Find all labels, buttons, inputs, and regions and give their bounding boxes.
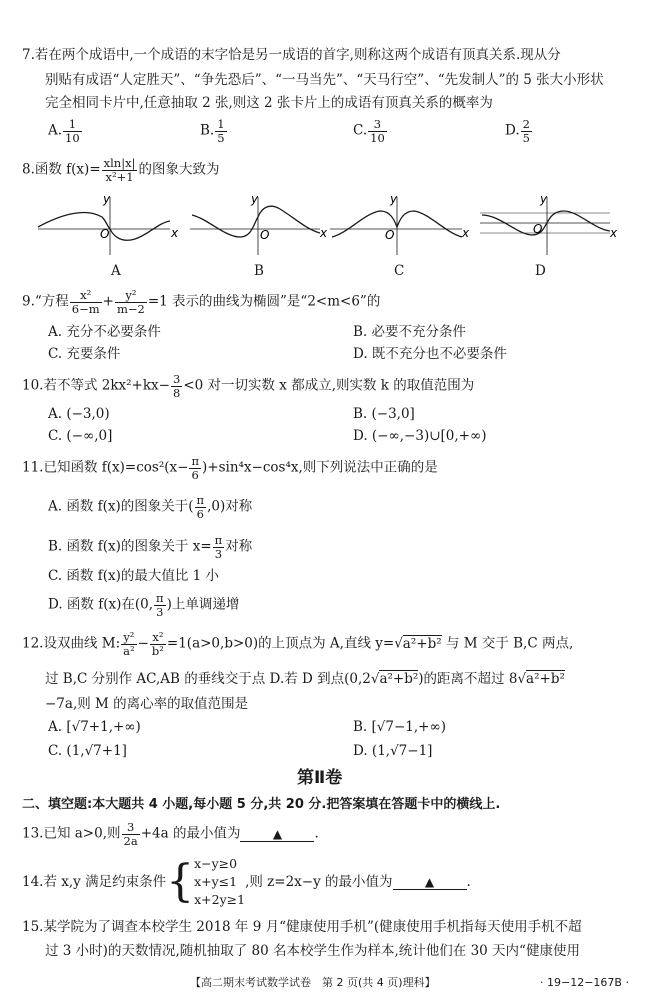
graph-b-origin: O (260, 228, 270, 242)
q10-option-b: B. (−3,0] (353, 406, 415, 422)
q10-option-d: D. (−∞,−3)∪[0,+∞) (353, 428, 487, 444)
graph-label-c: C (394, 263, 405, 279)
q14-answer-blank[interactable]: ▲ (393, 875, 467, 890)
q7-line2: 别贴有成语“人定胜天”、“争先恐后”、“一马当先”、“天马行空”、“先发制人”的 5 张大小形状 (45, 72, 604, 88)
q7-line1: 7.若在两个成语中,一个成语的末字恰是另一成语的首字,则称这两个成语有顶真关系.现从分 (22, 47, 561, 63)
q12-line3: −7a,则 M 的离心率的取值范围是 (45, 696, 249, 712)
graph-c-y-label: y (390, 193, 398, 206)
q9-option-c: C. 充要条件 (48, 346, 121, 362)
q8-stem: 8.函数 f(x)= $\frac{xln|x|}{\text{x²+1}}$ 的图象大致为 (22, 156, 220, 184)
graph-label-a: A (111, 263, 121, 279)
graph-b (190, 193, 328, 255)
graph-d (480, 193, 618, 255)
graph-c (330, 193, 470, 255)
q11-option-b: B. 函数 f(x)的图象关于 x= $\frac{\pi}{3}$ 对称 (48, 533, 253, 561)
graph-c-x-label: x (462, 226, 470, 240)
graph-a-y-label: y (103, 193, 111, 206)
q12-stem: 12.设双曲线 M: $\frac{\text{y²}}{\text{a²}}$ − $\frac{\text{x²}}{\text{b²}}$ =1(a>0,b>0)的上顶点为 A,直线 y=√a²+b² 与 M 交于 B,C 两点, (22, 630, 574, 658)
graph-b-y-label: y (251, 193, 259, 206)
graph-b-x-label: x (320, 226, 328, 240)
q13-stem: 13.已知 a>0,则 $\frac{3}{2a}$ +4a 的最小值为 ▲ . (22, 820, 319, 848)
q15-line2: 过 3 小时)的天数情况,随机抽取了 80 名本校学生作为样本,统计他们在 30 天内“健康使用 (45, 943, 580, 959)
q12-line2: 过 B,C 分别作 AC,AB 的垂线交于点 D.若 D 到点(0,2√a²+b²)的距离不超过 8√a²+b² (45, 671, 565, 687)
q7-line3: 完全相同卡片中,任意抽取 2 张,则这 2 张卡片上的成语有顶真关系的概率为 (45, 95, 493, 111)
q14-stem: 14.若 x,y 满足约束条件{ x−y≥0 x+y≤1 x+2y≥1 ,则 z=2x−y 的最小值为 ▲ . (22, 855, 471, 909)
q9-option-d: D. 既不充分也不必要条件 (353, 346, 507, 362)
q9-stem: 9.“方程 $\frac{\text{x²}}{6-m}$ + $\frac{\text{y²}}{m-2}$ =1 表示的曲线为椭圆”是“2<m<6”的 (22, 288, 381, 316)
q11-stem: 11.已知函数 f(x)=cos²(x− $\frac{\pi}{6}$ )+sin⁴x−cos⁴x,则下列说法中正确的是 (22, 454, 438, 482)
q7-option-a: A. $\frac{1}{10}$ (48, 117, 80, 145)
q11-option-d: D. 函数 f(x)在(0, $\frac{\pi}{3}$ )上单调递增 (48, 591, 240, 619)
graph-a-origin: O (100, 227, 110, 241)
q10-stem: 10.若不等式 2kx²+kx− $\frac{3}{8}$ <0 对一切实数 x 都成立,则实数 k 的取值范围为 (22, 372, 475, 400)
footer-page-info: 【高二期末考试数学试卷 第 2 页(共 4 页)理科】 (190, 976, 436, 989)
q12-option-a: A. [√7+1,+∞) (48, 719, 141, 735)
part-two-title: 第Ⅱ卷 (297, 768, 343, 788)
q9-option-a: A. 充分不必要条件 (48, 324, 161, 340)
q12-option-d: D. (1,√7−1] (353, 743, 433, 759)
q11-option-c: C. 函数 f(x)的最大值比 1 小 (48, 568, 220, 584)
q7-option-c: C. $\frac{3}{10}$ (353, 117, 385, 145)
q15-line1: 15.某学院为了调查本校学生 2018 年 9 月“健康使用手机”(健康使用手机指每天使用手机不超 (22, 919, 582, 935)
graph-d-x-label: x (610, 226, 618, 240)
q9-option-b: B. 必要不充分条件 (353, 324, 467, 340)
graph-a (38, 193, 179, 255)
footer-code: · 19−12−167B · (540, 976, 629, 989)
constraint-brace: { (166, 856, 195, 908)
graph-c-origin: O (385, 228, 395, 242)
section-two-heading: 二、填空题:本大题共 4 小题,每小题 5 分,共 20 分.把答案填在答题卡中的横线上. (22, 797, 501, 812)
q8-graphs (30, 193, 620, 257)
graph-label-d: D (535, 263, 546, 279)
q13-answer-blank[interactable]: ▲ (240, 827, 314, 842)
graph-label-b: B (254, 263, 264, 279)
graph-a-x-label: x (171, 226, 179, 240)
graph-d-origin: O (533, 222, 543, 236)
constraint-system: x−y≥0 x+y≤1 x+2y≥1 (194, 856, 246, 908)
q12-option-b: B. [√7−1,+∞) (353, 719, 446, 735)
graph-d-y-label: y (540, 193, 548, 206)
q12-option-c: C. (1,√7+1] (48, 743, 127, 759)
q10-option-a: A. (−3,0) (48, 406, 110, 422)
q11-option-a: A. 函数 f(x)的图象关于( $\frac{\pi}{6}$ ,0)对称 (48, 493, 253, 521)
q7-option-b: B. $\frac{1}{5}$ (200, 117, 225, 145)
q10-option-c: C. (−∞,0] (48, 428, 113, 444)
q7-option-d: D. $\frac{2}{5}$ (505, 117, 530, 145)
